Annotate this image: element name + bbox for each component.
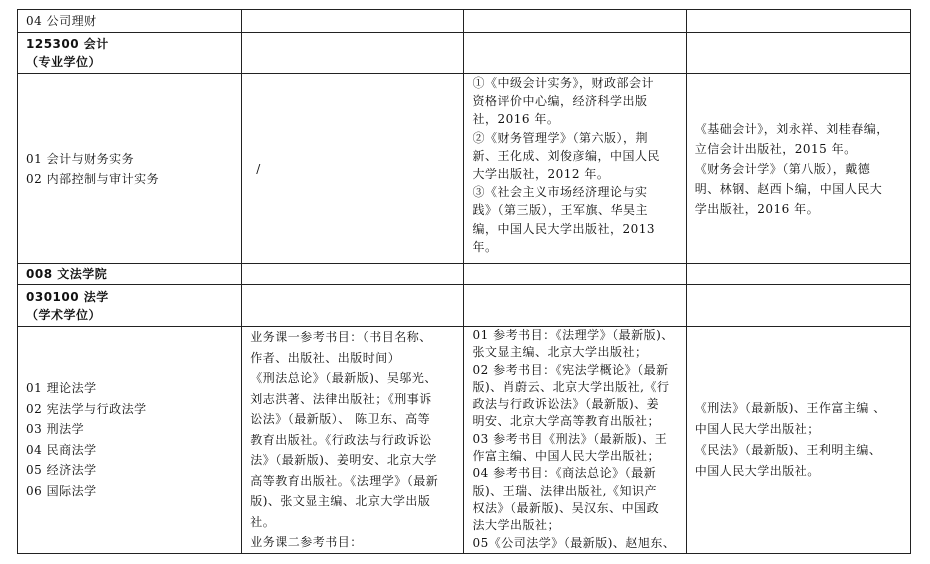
book-line: 业务课二参考书目： xyxy=(250,535,363,549)
book-line: 立信会计出版社，2015 年。 xyxy=(694,141,857,156)
book-line: 中国人民大学出版社； xyxy=(694,421,820,436)
direction-item: 06 国际法学 xyxy=(26,483,97,498)
book-line: ③《社会主义市场经济理论与实 xyxy=(472,185,648,200)
table-row xyxy=(18,33,911,74)
book-line: 教育出版社。《行政法与行政诉讼 xyxy=(250,432,432,447)
cell-empty xyxy=(242,264,464,285)
book-line: 《刑法》（最新版)、王作富主编 、 xyxy=(694,400,886,415)
cell-retest-books xyxy=(464,74,686,264)
book-line: 作富主编、中国人民大学出版社； xyxy=(472,449,660,464)
book-line: 社，2016 年。 xyxy=(472,112,560,127)
book-line: 大学出版社，2012 年。 xyxy=(472,167,610,182)
cell-retest-books xyxy=(464,327,686,554)
book-line: 03 参考书目《刑法》（最新版)、王 xyxy=(472,431,668,446)
direction-item: 04 民商法学 xyxy=(26,442,97,457)
cell-directions xyxy=(18,327,242,554)
cell-program-header xyxy=(18,33,242,74)
cell-directions xyxy=(18,74,242,264)
program-degree-type: （专业学位） xyxy=(26,55,102,69)
cell-program-header xyxy=(18,285,242,327)
book-line: 版)、肖蔚云、北京大学出版社,《行 xyxy=(472,379,670,394)
book-line: 05《公司法学》（最新版)、赵旭东、 xyxy=(472,535,676,550)
book-line: 政法与行政诉讼法》（最新版)、姜 xyxy=(472,397,660,412)
book-line: 作者、出版社、出版时间） xyxy=(250,350,401,365)
cell-major: 04 公司理财 xyxy=(18,10,242,33)
book-line: 法》（最新版)、姜明安、北京大学 xyxy=(250,453,437,467)
cell-exam-books xyxy=(242,74,464,264)
book-line: 业务课一参考书目：（书目名称、 xyxy=(250,330,432,344)
cell-empty xyxy=(464,285,686,327)
cell-empty xyxy=(464,33,686,74)
book-line: 社。 xyxy=(250,514,276,529)
direction-item: 01 理论法学 xyxy=(26,380,97,395)
book-line: 资格评价中心编，经济科学出版 xyxy=(472,94,648,109)
cell-exam-books xyxy=(242,327,464,554)
cell-empty xyxy=(242,10,464,33)
table-row xyxy=(18,10,911,33)
cell-school-header: 008 文法学院 xyxy=(18,264,242,285)
cell-equivalent-books xyxy=(686,74,910,264)
book-line: 学出版社，2016 年。 xyxy=(694,201,820,216)
cell-empty xyxy=(686,10,910,33)
book-line: 04 参考书目：《商法总论》（最新 xyxy=(472,466,657,481)
book-line: 权法》（最新版)、吴汉东、中国政 xyxy=(472,500,660,515)
cell-equivalent-books xyxy=(686,327,910,554)
book-line: 《财务会计学》（第八版），戴德 xyxy=(694,161,871,176)
cell-empty xyxy=(686,33,910,74)
cell-empty xyxy=(242,33,464,74)
direction-item: 01 会计与财务实务 xyxy=(26,151,135,166)
book-line: 张文显主编、北京大学出版社； xyxy=(472,345,648,360)
direction-item: 02 宪法学与行政法学 xyxy=(26,401,147,416)
direction-item: 03 刑法学 xyxy=(26,422,85,437)
program-code: 030100 法学 xyxy=(26,289,109,304)
book-line: 讼法》（最新版）、 陈卫东、高等 xyxy=(250,412,431,426)
table-row xyxy=(18,264,911,285)
book-line: 中国人民大学出版社。 xyxy=(694,463,820,478)
book-line: 01 参考书目：《法理学》（最新版)、 xyxy=(472,328,674,342)
cell-empty xyxy=(686,264,910,285)
program-degree-type: （学术学位） xyxy=(26,307,102,322)
book-line: 02 参考书目：《宪法学概论》（最新 xyxy=(472,362,669,377)
book-line: 践》（第三版），王军旗、华昊主 xyxy=(472,203,648,218)
program-code: 125300 会计 xyxy=(26,37,109,51)
cell-empty xyxy=(464,10,686,33)
cell-empty xyxy=(242,285,464,327)
book-line: 法大学出版社； xyxy=(472,518,560,533)
book-line: 《刑法总论》（最新版)、吴邬光、 xyxy=(250,371,437,385)
book-line: 明、林钢、赵西卜编，中国人民大 xyxy=(694,181,883,196)
cell-empty xyxy=(464,264,686,285)
book-line: 版)、王瑞、法律出版社,《知识产 xyxy=(472,483,657,498)
book-line: 版)、张文显主编、北京大学出版 xyxy=(250,494,431,508)
syllabus-table xyxy=(17,9,911,554)
book-line: ②《财务管理学》（第六版），荆 xyxy=(472,130,648,145)
book-line: 明安、北京大学高等教育出版社； xyxy=(472,414,660,429)
table-row xyxy=(18,327,911,554)
cell-empty xyxy=(686,285,910,327)
exam-books-text: / xyxy=(256,161,261,176)
direction-item: 02 内部控制与审计实务 xyxy=(26,171,160,186)
book-line: 《基础会计》，刘永祥、刘桂春编， xyxy=(694,121,889,136)
book-line: 新、王化成、刘俊彦编，中国人民 xyxy=(472,148,660,163)
book-line: ①《中级会计实务》，财政部会计 xyxy=(472,76,654,90)
book-line: 刘志洪著、法律出版社；《刑事诉 xyxy=(250,391,432,406)
book-line: 年。 xyxy=(472,239,498,254)
book-line: 高等教育出版社。《法理学》（最新 xyxy=(250,473,439,488)
book-line: 编，中国人民大学出版社，2013 xyxy=(472,221,656,236)
book-line: 《民法》（最新版)、王利明主编、 xyxy=(694,442,882,457)
table-row xyxy=(18,74,911,264)
table-row xyxy=(18,285,911,327)
direction-item: 05 经济法学 xyxy=(26,463,97,478)
